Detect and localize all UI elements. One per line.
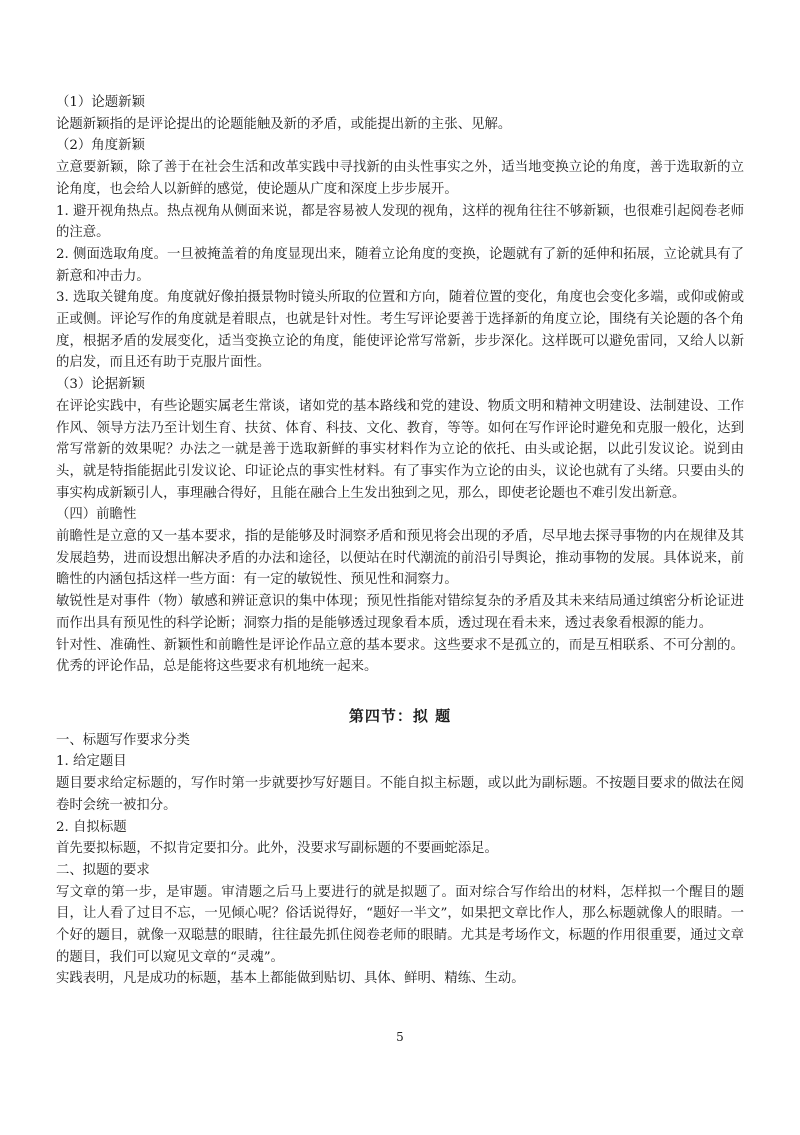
section-title: 第四节：拟 题 [348,706,452,725]
subheading: 1. 给定题目 [56,754,127,770]
paragraph: 3. 选取关键角度。角度就好像拍摄景物时镜头所取的位置和方向，随着位置的变化，角度也会变化多端，或仰或俯或正或侧。评论写作的角度就是着眼点，也就是针对性。考生写评论要善于选择新的角度立论，围绕有关论题的各个角度，根据矛盾的发展变化，适当变换立论的角度，能使评论常写常新，步步深化。这样既可以避免雷同，又给人以新的启发，而且还有助于克服片面性。 [56,290,744,371]
subheading: 二、拟题的要求 [56,862,150,878]
paragraph: 针对性、准确性、新颖性和前瞻性是评论作品立意的基本要求。这些要求不是孤立的，而是互相联系、不可分割的。优秀的评论作品，总是能将这些要求有机地统一起来。 [56,637,744,675]
subheading: （1）论题新颖 [56,95,145,110]
paragraph: 首先要拟标题，不拟肯定要扣分。此外，没要求写副标题的不要画蛇添足。 [56,841,498,857]
document-body [56,92,744,990]
paragraph: 1. 避开视角热点。热点视角从侧面来说，都是容易被人发现的视角，这样的视角往往不够新颖，也很难引起阅卷老师的注意。 [56,203,744,241]
paragraph: 论题新颖指的是评论提出的论题能触及新的矛盾，或能提出新的主张、见解。 [56,116,512,132]
paragraph: 2. 侧面选取角度。一旦被掩盖着的角度显现出来，随着立论角度的变换，论题就有了新的延伸和拓展，立论就具有了新意和冲击力。 [56,246,744,284]
subheading: （四）前瞻性 [56,507,137,523]
subheading: 2. 自拟标题 [56,819,127,835]
subheading: （2）角度新颖 [56,138,145,154]
subheading: （3）论据新颖 [56,377,145,393]
paragraph: 立意要新颖，除了善于在社会生活和改革实践中寻找新的由头性事实之外，适当地变换立论的角度，善于选取新的立论角度，也会给人以新鲜的感觉，使论题从广度和深度上步步展开。 [56,160,744,197]
paragraph: 实践表明，凡是成功的标题，基本上都能做到贴切、具体、鲜明、精练、生动。 [56,971,525,987]
paragraph: 在评论实践中，有些论题实属老生常谈，诸如党的基本路线和党的建设、物质文明和精神文明建设、法制建设、工作作风、领导方法乃至计划生育、扶贫、体育、科技、文化、教育，等等。如何在写作评论时避免和克服一般化，达到常写常新的效果呢？办法之一就是善于选取新鲜的事实材料作为立论的依托、由头或论据，以此引发议论。说到由头，就是特指能据此引发议论、印证论点的事实性材料。有了事实作为立论的由头，议论也就有了头绪。只要由头的事实构成新颖引人，事理融合得好，且能在融合上生发出独到之见，那么，即使老论题也不难引发出新意。 [56,398,744,501]
paragraph: 敏锐性是对事件（物）敏感和辨证意识的集中体现；预见性指能对错综复杂的矛盾及其未来结局通过缜密分析论证进而作出具有预见性的科学论断；洞察力指的是能够透过现象看本质，透过现在看未来，透过表象看根源的能力。 [56,594,744,631]
subheading: 一、标题写作要求分类 [56,732,190,748]
paragraph: 题目要求给定标题的，写作时第一步就要抄写好题目。不能自拟主标题，或以此为副标题。不按题目要求的做法在阅卷时会统一被扣分。 [56,776,744,813]
paragraph: 前瞻性是立意的又一基本要求，指的是能够及时洞察矛盾和预见将会出现的矛盾，尽早地去探寻事物的内在规律及其发展趋势，进而设想出解决矛盾的办法和途径，以便站在时代潮流的前沿引导舆论，推动事物的发展。具体说来，前瞻性的内涵包括这样一些方面：有一定的敏锐性、预见性和洞察力。 [56,529,744,588]
paragraph: 写文章的第一步，是审题。审清题之后马上要进行的就是拟题了。面对综合写作给出的材料，怎样拟一个醒目的题目，让人看了过目不忘，一见倾心呢？俗话说得好，“题好一半文”，如果把文章比作人，那么标题就像人的眼睛。一个好的题目，就像一双聪慧的眼睛，往往最先抓住阅卷老师的眼睛。尤其是考场作文，标题的作用很重要，通过文章的题目，我们可以窥见文章的“灵魂”。 [56,884,744,965]
page-number: 5 [396,1030,404,1044]
